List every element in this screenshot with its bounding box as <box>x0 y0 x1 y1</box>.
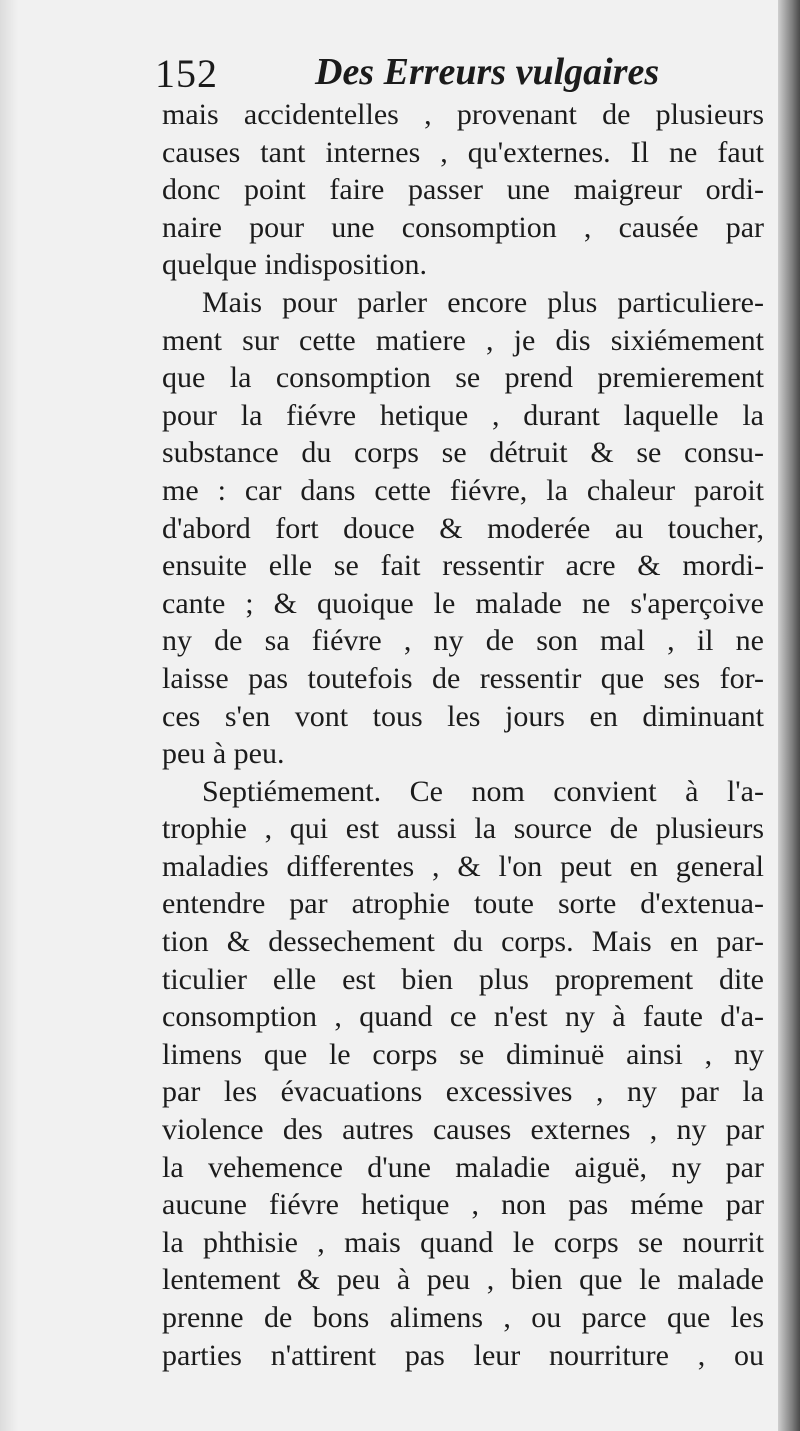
text-line: peu à peu. <box>162 737 285 771</box>
text-line: aucune fiévre hetique , non pas méme par <box>162 1188 764 1222</box>
text-line: la vehemence d'une maladie aiguë, ny par <box>162 1150 764 1184</box>
text-line: ces s'en vont tous les jours en diminuant <box>162 699 764 733</box>
text-line: d'abord fort douce & moderée au toucher, <box>162 511 764 545</box>
text-line: violence des autres causes externes , ny par <box>162 1113 764 1147</box>
text-line: ment sur cette matiere , je dis sixiémement <box>162 323 764 357</box>
text-line: maladies differentes , & l'on peut en general <box>162 849 764 883</box>
page-left-edge <box>0 0 18 1431</box>
text-line: donc point faire passer une maigreur ordi- <box>162 173 764 207</box>
text-line: que la consomption se prend premierement <box>162 361 764 395</box>
text-line: par les évacuations excessives , ny par la <box>162 1075 764 1109</box>
body-text <box>162 96 764 1374</box>
running-title: Des Erreurs vulgaires <box>315 51 660 93</box>
text-line: Mais pour parler encore plus particuliere- <box>202 285 764 319</box>
text-line: limens que le corps se diminuë ainsi , ny <box>162 1037 764 1071</box>
text-line: laisse pas toutefois de ressentir que ses for- <box>162 661 764 695</box>
text-line: lentement & peu à peu , bien que le malade <box>162 1263 764 1297</box>
text-line: naire pour une consomption , causée par <box>162 210 764 244</box>
page-number: 152 <box>155 51 218 96</box>
text-line: prenne de bons alimens , ou parce que les <box>162 1301 764 1334</box>
text-line: causes tant internes , qu'externes. Il ne faut <box>162 135 764 169</box>
text-line: ensuite elle se fait ressentir acre & mordi- <box>162 549 764 583</box>
text-line: parties n'attirent pas leur nourriture , ou <box>162 1338 764 1372</box>
text-line: entendre par atrophie toute sorte d'extenua- <box>162 887 764 921</box>
text-line: ticulier elle est bien plus proprement dite <box>162 962 764 996</box>
text-line: pour la fiévre hetique , durant laquelle la <box>162 398 764 432</box>
page-gutter-shadow <box>778 0 800 1431</box>
text-line: tion & dessechement du corps. Mais en par- <box>162 925 764 959</box>
text-line: la phthisie , mais quand le corps se nourrit <box>162 1225 764 1259</box>
text-line: substance du corps se détruit & se consu- <box>162 436 764 470</box>
text-line: me : car dans cette fiévre, la chaleur paroit <box>162 473 764 507</box>
text-line: Septiémement. Ce nom convient à l'a- <box>202 774 764 808</box>
text-line: consomption , quand ce n'est ny à faute d'a- <box>162 1000 764 1034</box>
text-line: mais accidentelles , provenant de plusieurs <box>162 98 764 131</box>
text-line: ny de sa fiévre , ny de son mal , il ne <box>162 624 764 658</box>
text-line: quelque indisposition. <box>162 248 427 282</box>
text-line: cante ; & quoique le malade ne s'aperçoive <box>162 586 764 620</box>
text-line: trophie , qui est aussi la source de plusieurs <box>162 812 764 846</box>
